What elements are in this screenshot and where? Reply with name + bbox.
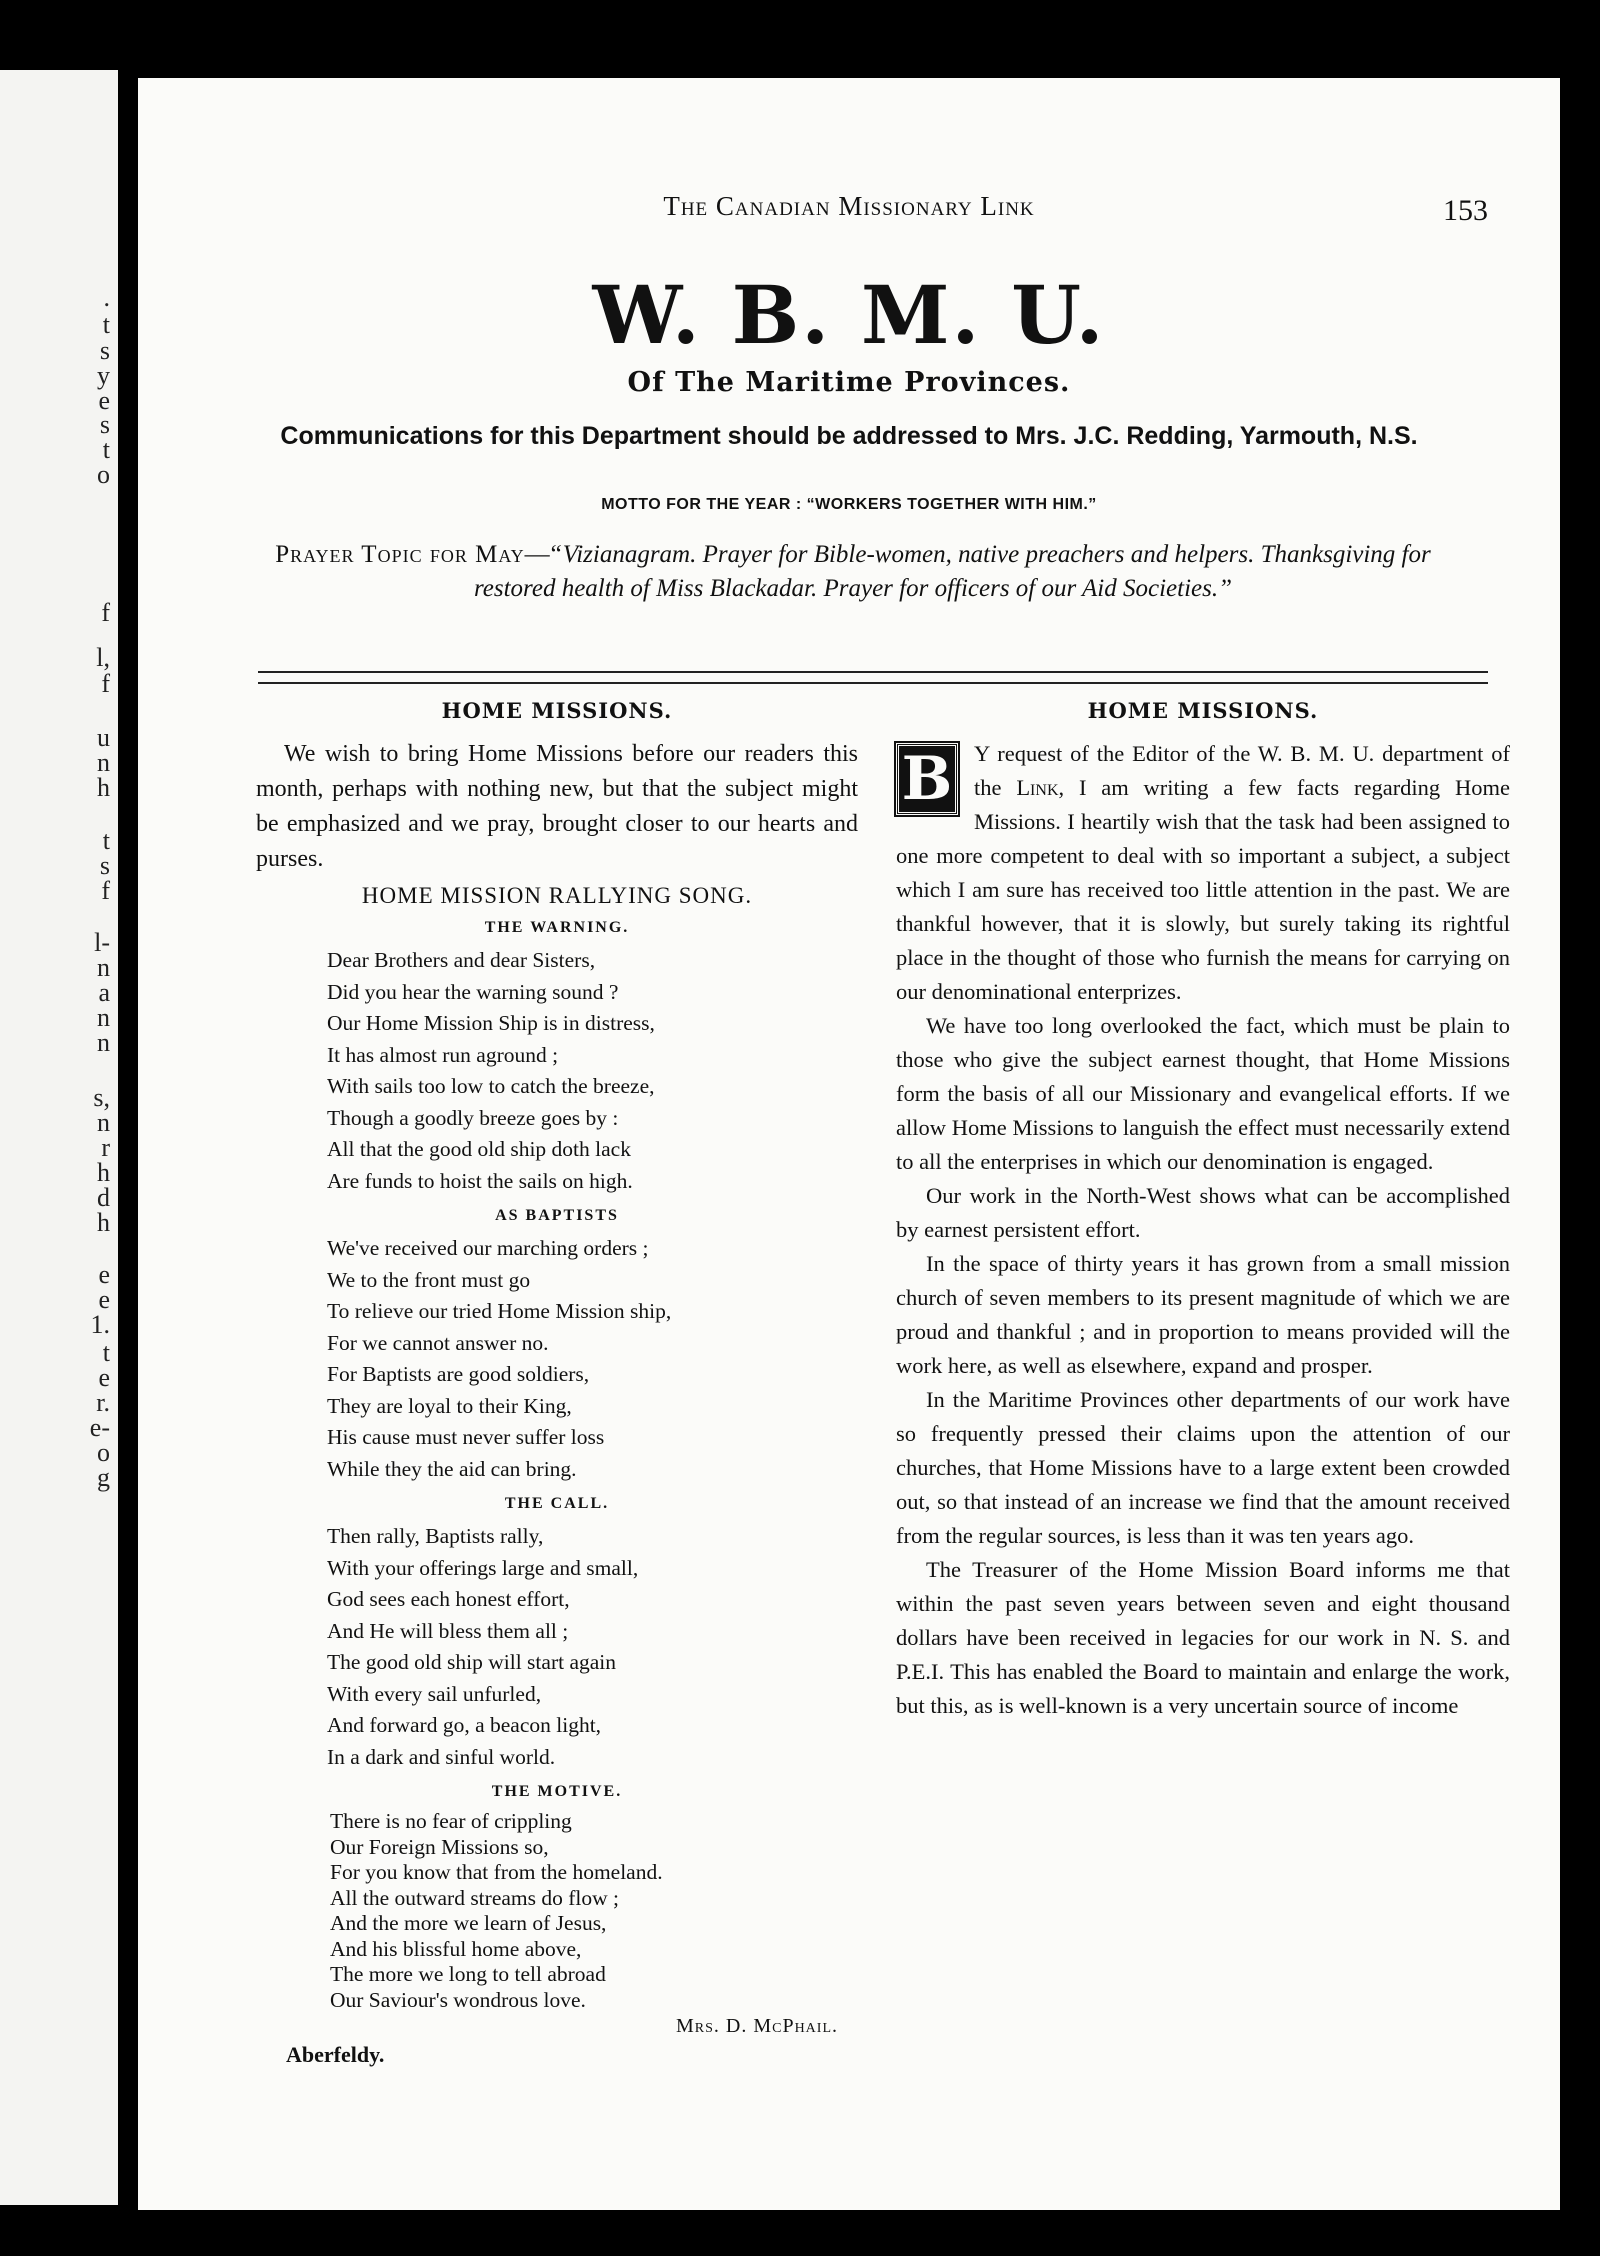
verse-line: And the more we learn of Jesus,: [330, 1911, 607, 1935]
running-title: The Canadian Missionary Link: [663, 191, 1035, 221]
verse-line: For we cannot answer no.: [327, 1330, 549, 1355]
verse-line: With every sail unfurled,: [327, 1681, 542, 1706]
verse-line: For Baptists are good soldiers,: [327, 1362, 590, 1386]
adjacent-page-fragment: y: [97, 361, 110, 390]
department-title: W. B. M. U.: [592, 268, 1106, 362]
verse-line: God sees each honest effort,: [327, 1587, 570, 1611]
adjacent-page-fragment: u: [97, 723, 110, 752]
prayer-topic-lead: Prayer Topic for May—“: [275, 541, 563, 568]
song-stanzas: [256, 919, 858, 2013]
adjacent-page-fragment: d: [97, 1183, 110, 1212]
adjacent-page-fragment: e-: [89, 1413, 110, 1442]
verse-line: All the outward streams do flow ;: [330, 1885, 620, 1910]
adjacent-page-fragment: e: [98, 1363, 110, 1392]
adjacent-page-fragment: l-: [94, 928, 110, 957]
department-subtitle: Of The Maritime Provinces.: [627, 367, 1071, 398]
adjacent-page-fragment: r.: [96, 1388, 110, 1417]
verse-line: All that the good old ship doth lack: [327, 1137, 631, 1161]
page-number: 153: [1443, 194, 1488, 227]
stanza-heading: THE WARNING.: [484, 919, 630, 936]
intro-paragraph: We wish to bring Home Missions before our readers this month, perhaps with nothing new, but that the subject might be emphasized and we pray, brought closer to our hearts and purses.: [256, 741, 858, 872]
adjacent-page-fragment: n: [97, 953, 110, 982]
adjacent-page-fragment: o: [97, 1438, 110, 1467]
adjacent-page-fragment: a: [98, 978, 110, 1007]
first-paragraph-start: Y request of the Editor of the W. B. M. U. department of the: [974, 741, 1510, 800]
author-signature: Mrs. D. McPhail.: [675, 2015, 838, 2037]
adjacent-page-fragment: s,: [93, 1083, 110, 1112]
verse-line: They are loyal to their King,: [327, 1393, 572, 1418]
adjacent-page-fragment: t: [102, 435, 110, 464]
motto-line: MOTTO FOR THE YEAR : “WORKERS TOGETHER WITH HIM.”: [601, 496, 1097, 513]
verse-line: Though a goodly breeze goes by :: [327, 1105, 619, 1130]
adjacent-page-fragment: l,: [96, 643, 110, 672]
adjacent-page-fragment: n: [97, 748, 110, 777]
communications-notice: Communications for this Department should be addressed to Mrs. J.C. Redding, Yarmouth, N.S.: [280, 422, 1418, 450]
adjacent-page-fragment: s: [99, 851, 110, 880]
adjacent-page-fragment: e: [98, 1285, 110, 1314]
verse-line: With your offerings large and small,: [327, 1555, 639, 1580]
verse-line: It has almost run aground ;: [327, 1042, 559, 1067]
verse-line: For you know that from the homeland.: [330, 1860, 663, 1884]
adjacent-page-fragment: t: [102, 826, 110, 855]
song-title: HOME MISSION RALLYING SONG.: [361, 883, 753, 908]
verse-line: Our Home Mission Ship is in distress,: [327, 1011, 655, 1035]
article-paragraph: The Treasurer of the Home Mission Board informs me that within the past seven years between seven and eight thousand dollars have been received in legacies for our work in N. S. and P.E.I. This has enabled the Board to maintain and enlarge the work, but this, as is well-known is a very uncertain source of income: [896, 1557, 1510, 1718]
verse-line: We've received our marching orders ;: [327, 1236, 649, 1260]
right-column: [896, 698, 1510, 1723]
verse-line: With sails too low to catch the breeze,: [327, 1074, 655, 1098]
stanza-heading: THE CALL.: [504, 1495, 610, 1512]
adjacent-page-fragment: .: [103, 283, 110, 312]
adjacent-page-fragment: f: [101, 669, 110, 698]
drop-cap: B: [896, 743, 958, 815]
adjacent-page-fragment: g: [97, 1463, 110, 1492]
prayer-topic: [248, 538, 1458, 606]
adjacent-page-fragment: 1.: [90, 1310, 110, 1339]
verse-line: And He will bless them all ;: [327, 1618, 569, 1643]
verse-line: Dear Brothers and dear Sisters,: [327, 948, 596, 972]
stanza-heading: THE MOTIVE.: [491, 1783, 623, 1800]
verse-line: Our Saviour's wondrous love.: [330, 1987, 586, 2012]
adjacent-page-fragment: t: [102, 1338, 110, 1367]
adjacent-page-fragment: n: [97, 1003, 110, 1032]
verse-line: There is no fear of crippling: [330, 1809, 572, 1833]
prayer-topic-close: ”: [1218, 575, 1233, 602]
adjacent-page-fragment: s: [99, 410, 110, 439]
stanza-verse: [327, 1521, 858, 1773]
verse-line: His cause must never suffer loss: [327, 1425, 605, 1449]
article-paragraph: Our work in the North-West shows what can be accomplished by earnest persistent effort.: [896, 1183, 1510, 1242]
verse-line: Are funds to hoist the sails on high.: [327, 1168, 633, 1193]
verse-line: The good old ship will start again: [327, 1650, 617, 1674]
adjacent-page-fragment: h: [97, 1158, 110, 1187]
article-paragraph: [896, 737, 1510, 1009]
first-paragraph-end: , I am writing a few facts regarding Home Missions. I heartily wish that the task had been assigned to one more competent to deal with so important a subject, a subject which I am sure has received too little attention in the past. We are thankful however, that it is slowly, but surely taking its rightful place in the thought of those who furnish the means for carrying on our denominational enterprizes.: [896, 775, 1510, 1004]
stanza-verse: [330, 1809, 858, 2013]
adjacent-page-fragment: r: [101, 1133, 110, 1162]
stanza-verse: [327, 1233, 858, 1485]
adjacent-page-fragment: f: [101, 598, 110, 627]
left-column: [256, 698, 858, 2068]
stanza-verse: [327, 945, 858, 1197]
adjacent-page-edge: [0, 70, 118, 2205]
prayer-topic-text: Vizianagram. Prayer for Bible-women, native preachers and helpers. Thanksgiving for restored health of Miss Blackadar. Prayer for officers of our Aid Societies.: [473, 541, 1431, 602]
left-column-heading: HOME MISSIONS.: [441, 698, 673, 723]
stanza-heading: AS BAPTISTS: [495, 1207, 619, 1224]
adjacent-page-fragment: h: [97, 773, 110, 802]
adjacent-page-fragment: e: [98, 1260, 110, 1289]
verse-line: In a dark and sinful world.: [327, 1744, 556, 1769]
verse-line: And forward go, a beacon light,: [327, 1713, 602, 1737]
verse-line: The more we long to tell abroad: [330, 1962, 606, 1986]
adjacent-page-fragment: n: [97, 1108, 110, 1137]
article-paragraph: In the space of thirty years it has grown from a small mission church of seven members to its present magnitude of which we are proud and thankful ; and in proportion to means provided will the work here, as well as elsewhere, expand and prosper.: [896, 1251, 1510, 1378]
right-column-heading: HOME MISSIONS.: [1087, 698, 1319, 723]
double-rule-divider: [258, 671, 1488, 684]
adjacent-page-fragment: n: [97, 1028, 110, 1057]
adjacent-page-fragment: h: [97, 1208, 110, 1237]
article-paragraph: In the Maritime Provinces other departments of our work have so frequently pressed their claims upon the attention of our churches, that Home Missions have to a large extent been crowded out, so that instead of an increase we find that the amount received from the regular sources, is less than it was ten years ago.: [896, 1387, 1510, 1548]
magazine-page: [138, 78, 1560, 2210]
adjacent-page-fragment: f: [101, 876, 110, 905]
verse-line: We to the front must go: [327, 1267, 531, 1292]
adjacent-page-fragment: t: [102, 310, 110, 339]
adjacent-page-fragment: o: [97, 460, 110, 489]
verse-line: Did you hear the warning sound ?: [327, 979, 619, 1004]
article-body: [896, 737, 1510, 1723]
verse-line: Then rally, Baptists rally,: [327, 1524, 544, 1548]
adjacent-page-fragment: s: [99, 336, 110, 365]
verse-line: Our Foreign Missions so,: [330, 1834, 549, 1859]
verse-line: To relieve our tried Home Mission ship,: [327, 1299, 672, 1323]
verse-line: And his blissful home above,: [330, 1936, 582, 1961]
link-word: Link: [1016, 775, 1059, 800]
adjacent-page-fragment: e: [98, 386, 110, 415]
article-paragraph: We have too long overlooked the fact, which must be plain to those who give the subject earnest thought, that Home Missions form the basis of all our Missionary and evangelical efforts. If we allow Home Missions to languish the effect must necessarily extend to all the enterprises in which our denomination is engaged.: [896, 1013, 1510, 1174]
article-paragraphs: [896, 1009, 1510, 1723]
author-place: Aberfeldy.: [286, 2042, 385, 2067]
verse-line: While they the aid can bring.: [327, 1456, 577, 1481]
